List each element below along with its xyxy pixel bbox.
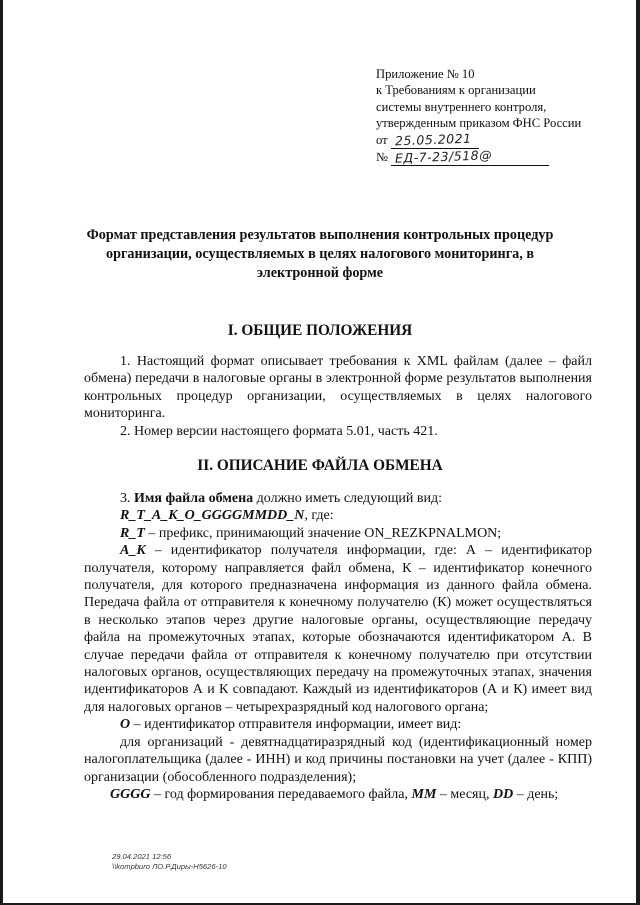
print-timestamp: 29.04.2021 12:56 <box>112 852 172 861</box>
paragraph-3-number: 3. <box>120 491 134 506</box>
ak-definition <box>84 542 592 716</box>
file-name-pattern-suffix: , где: <box>304 508 334 524</box>
order-date-label: от <box>376 132 388 147</box>
order-date-signature <box>391 132 479 149</box>
document-title-line2: организации, осуществляемых в целях налогового мониторинга, в <box>105 246 535 262</box>
order-number-signature <box>391 149 549 166</box>
section-general-body <box>84 353 592 440</box>
document-title-line1: Формат представления результатов выполнения контрольных процедур <box>86 227 554 243</box>
scan-right-edge <box>636 0 640 905</box>
section-heading-general: I. ОБЩИЕ ПОЛОЖЕНИЯ <box>227 322 413 339</box>
o-term: O <box>120 717 131 733</box>
appendix-ref-line2: к Требованиям к организации <box>376 83 536 98</box>
print-footer <box>112 852 227 872</box>
date-parts-definition <box>84 786 592 803</box>
appendix-ref-line4: утвержденным приказом ФНС России <box>376 116 582 131</box>
appendix-header <box>376 66 616 166</box>
order-date-handwritten: 25.05.2021 <box>394 130 472 148</box>
paragraph-1: 1. Настоящий формат описывает требования к XML файлам (далее – файл обмена) передачи в налоговые органы в электронной форме результатов выполнения контрольных процедур организации, осуществляемых в целях налогового мониторинга. <box>84 354 592 422</box>
document-title-line3: электронной форме <box>256 265 384 281</box>
order-number-label: № <box>376 150 389 165</box>
gggg-term: GGGG <box>110 786 151 802</box>
file-name-pattern-line <box>84 507 592 524</box>
scan-left-edge <box>0 0 3 905</box>
o-description: – идентификатор отправителя информации, имеет вид: <box>130 717 462 733</box>
paragraph-3 <box>84 490 592 507</box>
o-definition <box>84 716 592 733</box>
appendix-ref-line3: системы внутреннего контроля, <box>376 99 547 114</box>
mm-description: – месяц, <box>436 786 493 802</box>
org-definition: для организаций - девятнадцатиразрядный код (идентификационный номер налогоплательщика (далее - ИНН) и код причины постановки на учет (далее - КПП) организации (обособленного подразделения); <box>84 734 592 785</box>
rt-definition <box>84 525 592 542</box>
section-exchange-file-body <box>84 490 592 803</box>
paragraph-3-text: должно иметь следующий вид: <box>253 491 443 506</box>
section-heading-exchange-file: II. ОПИСАНИЕ ФАЙЛА ОБМЕНА <box>197 457 443 474</box>
dd-description: – день; <box>513 786 559 802</box>
mm-term: MM <box>411 786 437 802</box>
print-file-path: \\kompburo ЛО.Р.Диры-Н5626-10 <box>112 862 227 871</box>
order-number-handwritten: ЕД-7-23/518@ <box>394 147 493 166</box>
ak-term: A_K <box>120 543 146 559</box>
paragraph-3-term: Имя файла обмена <box>134 491 254 506</box>
file-name-pattern: R_T_A_K_O_GGGGMMDD_N <box>120 508 305 524</box>
order-number-row <box>376 149 616 166</box>
document-title <box>60 226 580 283</box>
paragraph-2: 2. Номер версии настоящего формата 5.01, часть 421. <box>120 423 438 439</box>
appendix-number: Приложение № 10 <box>376 67 475 81</box>
rt-term: R_T <box>120 525 145 541</box>
order-date-row <box>376 132 616 149</box>
rt-description: – префикс, принимающий значение ON_REZKPNALMON; <box>144 525 502 541</box>
ak-description: – идентификатор получателя информации, где: А – идентификатор получателя, которому направляется файл обмена, К – идентификатор конечного получателя, для которого предназначена информация из данного файла обмена. Передача файла от отправителя к конечному получателю (К) может осуществляться в несколько этапов через другие налоговые органы, осуществляющие передачу файла на промежуточных этапах, которые обозначаются идентификатором А. В случае передачи файла от отправителя к конечному получателю при отсутствии налоговых органов, осуществляющих передачу на промежуточных этапах, значения идентификаторов А и К совпадают. Каждый из идентификаторов (А и К) имеет вид для налоговых органов – четырехразрядный код налогового органа; <box>84 543 592 715</box>
gggg-description: – год формирования передаваемого файла, <box>150 786 412 802</box>
dd-term: DD <box>492 786 514 802</box>
